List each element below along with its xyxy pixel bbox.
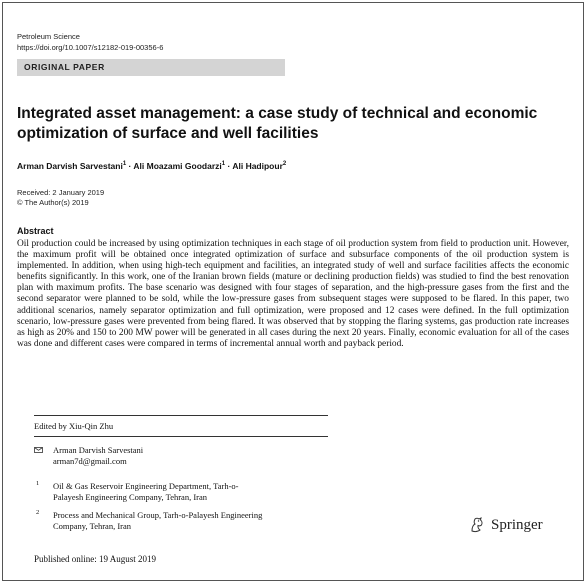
author-name[interactable]: Arman Darvish Sarvestani	[17, 160, 123, 171]
affiliation-line: Palayesh Engineering Company, Tehran, Iran	[53, 491, 208, 502]
editor-note: Edited by Xiu-Qin Zhu	[34, 421, 114, 431]
affiliation-number: 1	[36, 480, 40, 487]
published-date: Published online: 19 August 2019	[34, 554, 157, 564]
publisher-name: Springer	[491, 517, 543, 533]
envelope-icon	[34, 447, 43, 453]
paper-title	[17, 104, 557, 144]
affiliation-number: 2	[36, 509, 40, 516]
author-affiliation-mark: 1	[221, 161, 226, 167]
article-type-banner: ORIGINAL PAPER	[17, 59, 285, 76]
paper-title-line-2: optimization of surface and well facilities	[17, 125, 319, 142]
article-dates	[17, 188, 104, 208]
doi-link[interactable]: https://doi.org/10.1007/s12182-019-00356-6	[17, 43, 164, 52]
affiliation-line: Process and Mechanical Group, Tarh-o-Palayesh Engineering	[53, 510, 263, 520]
journal-name: Petroleum Science	[17, 32, 80, 41]
affiliation-line: Oil & Gas Reservoir Engineering Department, Tarh-o-	[53, 481, 239, 491]
received-date: Received: 2 January 2019	[17, 188, 105, 197]
journal-header	[17, 31, 163, 53]
author-affiliation-mark: 2	[282, 161, 287, 167]
paper-title-line-1: Integrated asset management: a case study of technical and economic	[17, 105, 538, 122]
springer-horse-icon	[468, 516, 486, 534]
affiliation-1	[53, 481, 323, 502]
author-affiliation-mark: 1	[122, 161, 127, 167]
footnote-divider-top	[34, 415, 328, 416]
copyright-notice: © The Author(s) 2019	[17, 198, 89, 207]
author-separator: ·	[225, 160, 233, 171]
corresponding-author-name: Arman Darvish Sarvestani	[53, 445, 144, 455]
corresponding-author	[53, 445, 143, 466]
author-name[interactable]: Ali Hadipour	[232, 160, 283, 171]
corresponding-author-email[interactable]: arman7d@gmail.com	[53, 455, 127, 466]
publisher-logo[interactable]	[468, 515, 543, 535]
abstract-heading: Abstract	[17, 226, 54, 236]
affiliation-2	[53, 510, 323, 531]
author-list	[17, 158, 286, 172]
author-name[interactable]: Ali Moazami Goodarzi	[133, 160, 222, 171]
affiliation-line: Company, Tehran, Iran	[53, 520, 132, 531]
abstract-text: Oil production could be increased by using optimization techniques in each stage of oil production system from field to production unit. However, the maximum profit will be obtained once integrated optimization of surface and subsurface components of the oil production system is implemented. In addition, when using high-tech equipment and facilities, an integrated study of well and surface facilities affects the economic benefits significantly. In this work, one of the Iranian brown fields (mature or declining production fields) was studied to find the best renovation plan with maximum profits. The base scenario was designed with four stages of separation, and the high-pressure gases from the first and the second separator were planned to be sold, while the low-pressure gases from subsequent stages were supposed to be flared. In this paper, two additional scenarios, namely separator optimization and full optimization, were proposed and 12 cases were defined. In the full optimization scenario, low-pressure gases were prevented from being flared. It was observed that by stopping the flaring systems, gas production rate increases as high as 20% and 150 to 200 MW power will be generated in all cases during the next 20 years. Finally, economic evaluation for all of the cases was done and different cases were compared in terms of incremental annual worth and payback period.	[17, 239, 569, 349]
paper-page	[2, 2, 584, 581]
footnote-divider-middle	[34, 436, 328, 437]
author-separator: ·	[126, 160, 134, 171]
